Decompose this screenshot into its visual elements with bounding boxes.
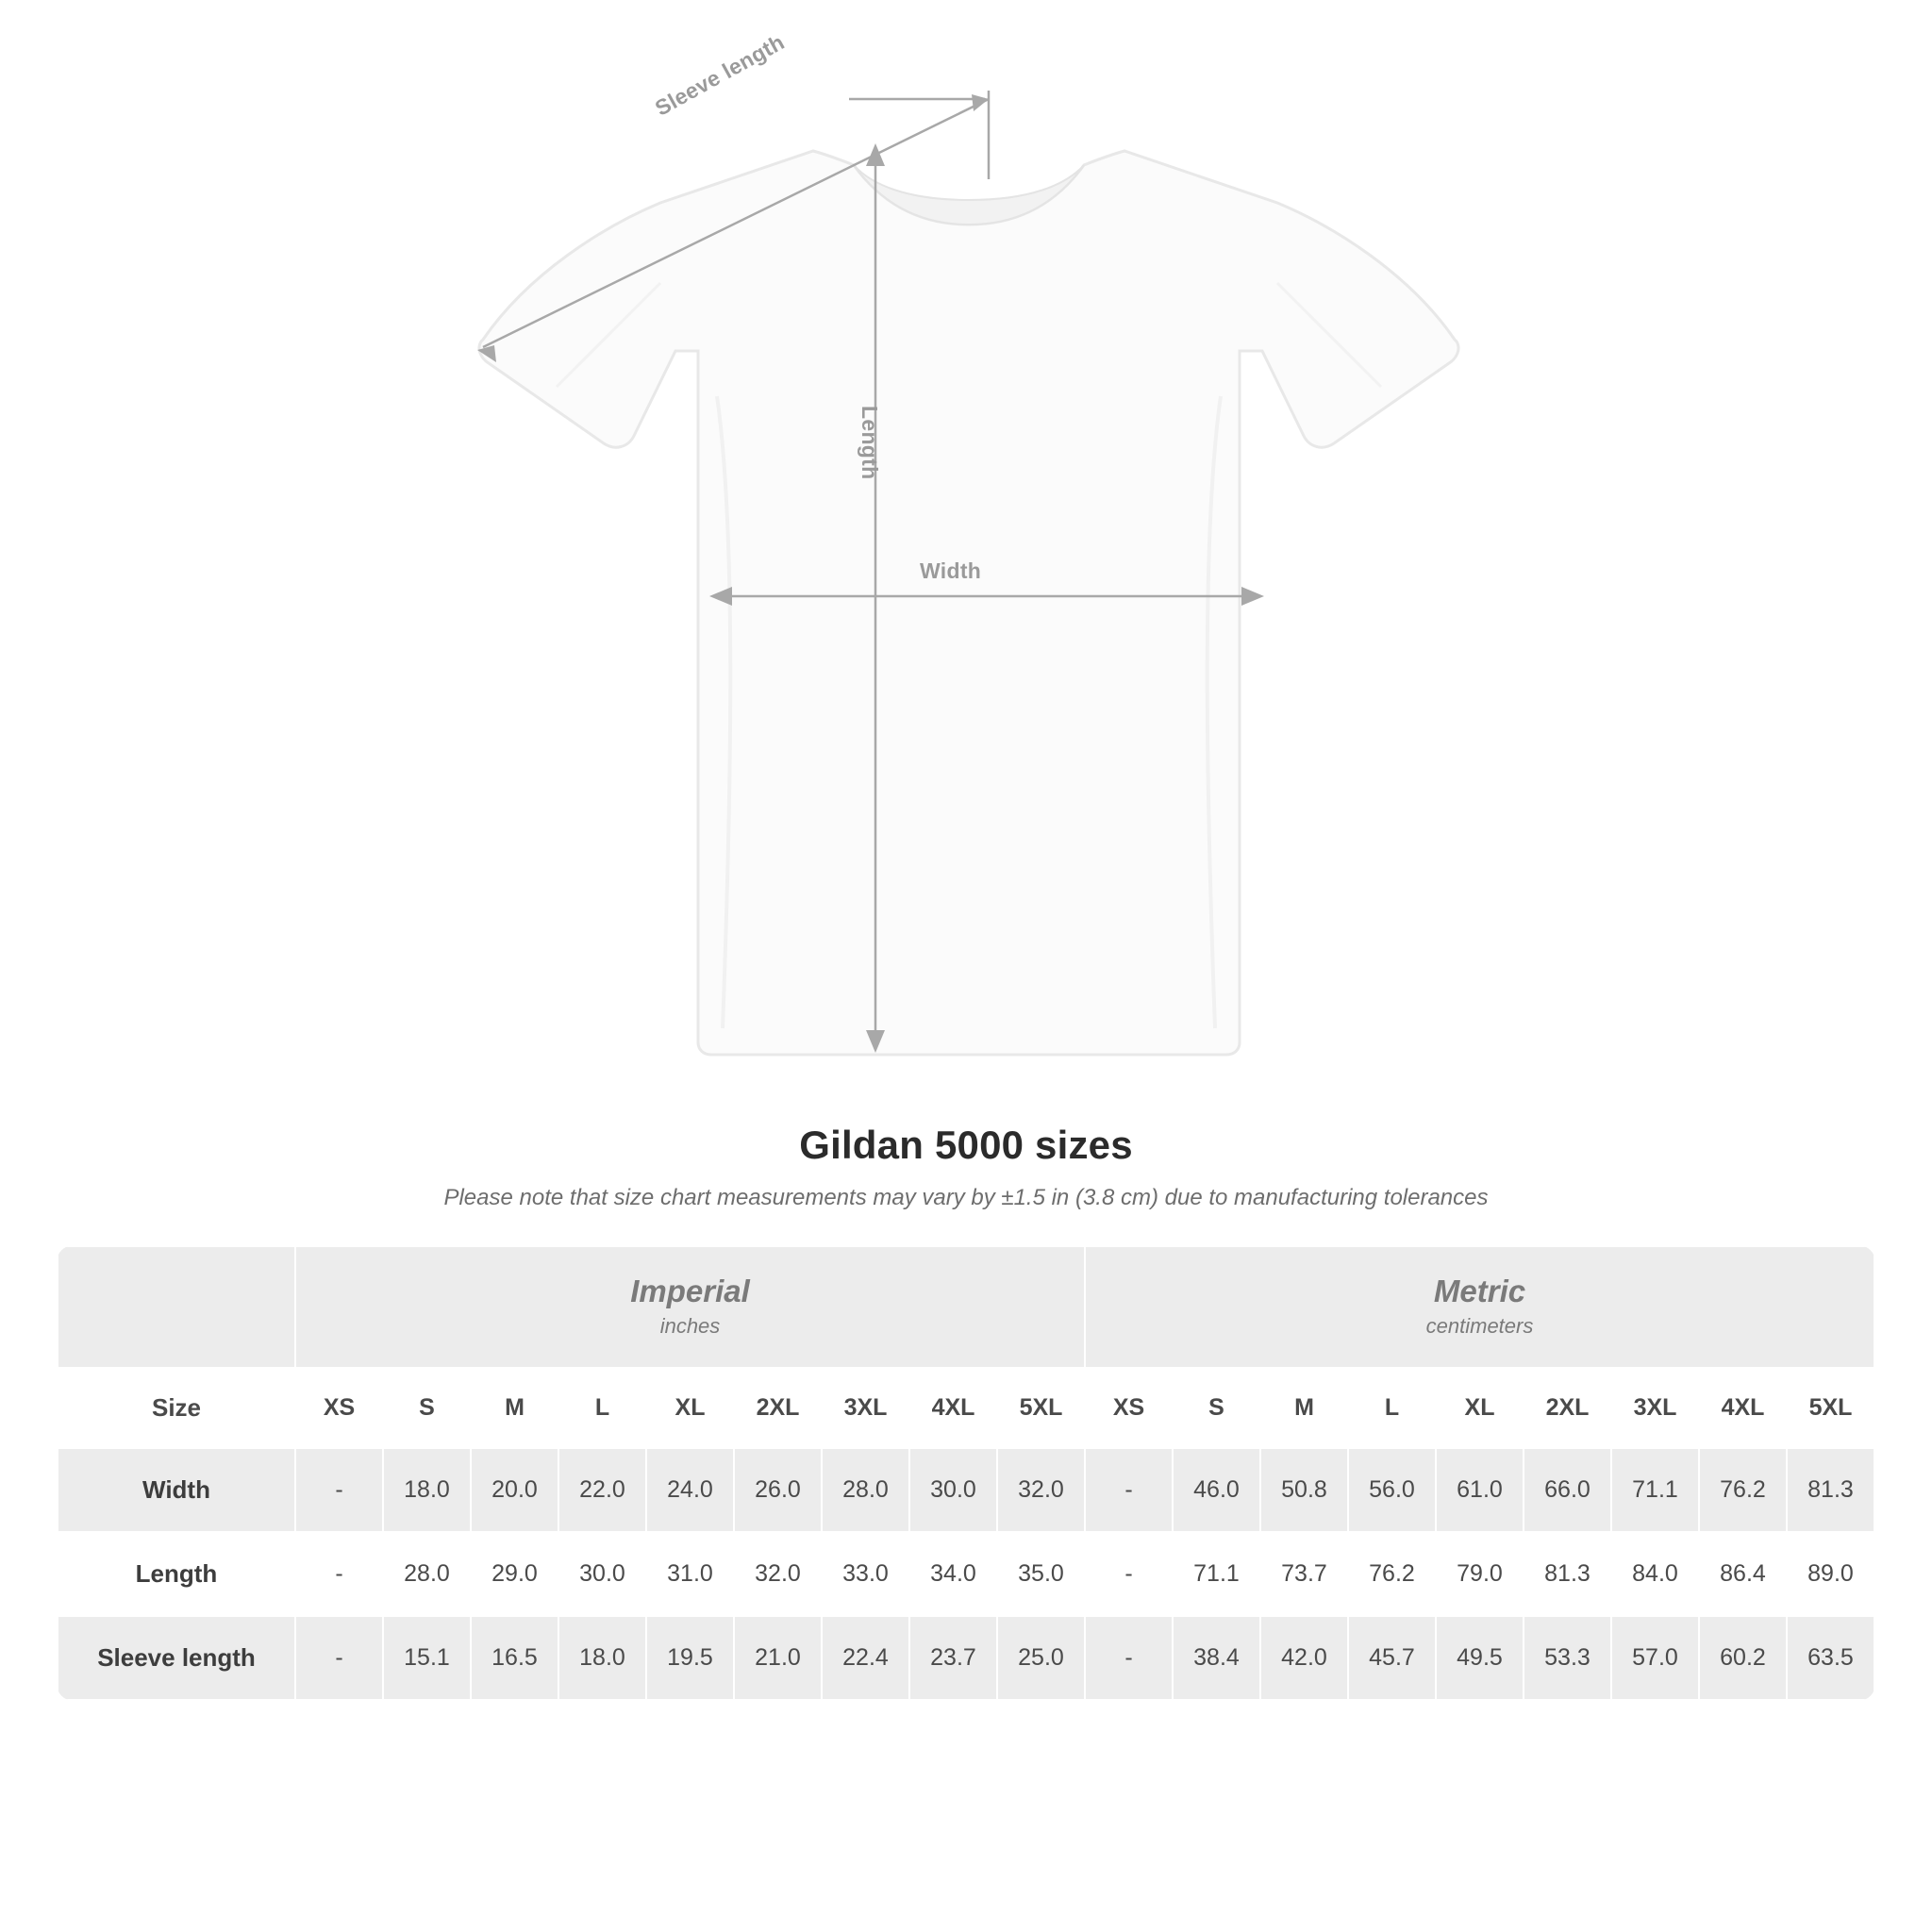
sleeve-length-label: Sleeve length bbox=[651, 29, 789, 121]
width-metric-2xl: 66.0 bbox=[1524, 1448, 1611, 1532]
length-imperial-2xl: 32.0 bbox=[734, 1532, 822, 1616]
size-header-row bbox=[58, 1368, 1874, 1448]
size-header-imperial-4xl: 4XL bbox=[909, 1368, 997, 1448]
width-label: Width bbox=[920, 558, 982, 583]
size-header-imperial-3xl: 3XL bbox=[822, 1368, 909, 1448]
sleeve-metric-l: 45.7 bbox=[1348, 1616, 1436, 1700]
sleeve-metric-m: 42.0 bbox=[1260, 1616, 1348, 1700]
length-metric-5xl: 89.0 bbox=[1787, 1532, 1874, 1616]
size-header-metric-5xl: 5XL bbox=[1787, 1368, 1874, 1448]
sleeve-imperial-3xl: 22.4 bbox=[822, 1616, 909, 1700]
tolerance-note: Please note that size chart measurements may vary by ±1.5 in (3.8 cm) due to manufacturing tolerances bbox=[443, 1185, 1489, 1210]
width-metric-xl: 61.0 bbox=[1436, 1448, 1524, 1532]
band-imperial-title: Imperial bbox=[630, 1274, 750, 1308]
band-metric bbox=[1085, 1246, 1874, 1368]
width-metric-xs: - bbox=[1085, 1448, 1173, 1532]
length-metric-m: 73.7 bbox=[1260, 1532, 1348, 1616]
size-header-imperial-2xl: 2XL bbox=[734, 1368, 822, 1448]
size-header-label: Size bbox=[58, 1368, 295, 1448]
width-imperial-2xl: 26.0 bbox=[734, 1448, 822, 1532]
length-imperial-l: 30.0 bbox=[558, 1532, 646, 1616]
size-header-metric-2xl: 2XL bbox=[1524, 1368, 1611, 1448]
band-imperial-sub: inches bbox=[659, 1314, 721, 1339]
length-imperial-m: 29.0 bbox=[471, 1532, 558, 1616]
table-row-sleeve-length bbox=[58, 1616, 1874, 1700]
sleeve-metric-s: 38.4 bbox=[1173, 1616, 1260, 1700]
size-header-imperial-xs: XS bbox=[295, 1368, 383, 1448]
tshirt-graphic bbox=[479, 151, 1458, 1055]
row-label-sleeve-length: Sleeve length bbox=[58, 1616, 295, 1700]
size-header-imperial-m: M bbox=[471, 1368, 558, 1448]
length-label: Length bbox=[858, 406, 882, 480]
width-imperial-xs: - bbox=[295, 1448, 383, 1532]
length-metric-3xl: 84.0 bbox=[1611, 1532, 1699, 1616]
length-imperial-s: 28.0 bbox=[383, 1532, 471, 1616]
heading-block bbox=[0, 1123, 1932, 1211]
row-label-width: Width bbox=[58, 1448, 295, 1532]
size-table-wrapper bbox=[57, 1245, 1875, 1701]
sleeve-metric-5xl: 63.5 bbox=[1787, 1616, 1874, 1700]
length-metric-2xl: 81.3 bbox=[1524, 1532, 1611, 1616]
width-imperial-3xl: 28.0 bbox=[822, 1448, 909, 1532]
sleeve-metric-4xl: 60.2 bbox=[1699, 1616, 1787, 1700]
length-imperial-4xl: 34.0 bbox=[909, 1532, 997, 1616]
sleeve-imperial-xl: 19.5 bbox=[646, 1616, 734, 1700]
sleeve-metric-xl: 49.5 bbox=[1436, 1616, 1524, 1700]
size-header-imperial-s: S bbox=[383, 1368, 471, 1448]
width-imperial-5xl: 32.0 bbox=[997, 1448, 1085, 1532]
sleeve-imperial-l: 18.0 bbox=[558, 1616, 646, 1700]
size-header-metric-l: L bbox=[1348, 1368, 1436, 1448]
band-metric-sub: centimeters bbox=[1425, 1314, 1534, 1339]
length-metric-s: 71.1 bbox=[1173, 1532, 1260, 1616]
width-metric-3xl: 71.1 bbox=[1611, 1448, 1699, 1532]
width-metric-4xl: 76.2 bbox=[1699, 1448, 1787, 1532]
size-header-metric-s: S bbox=[1173, 1368, 1260, 1448]
length-metric-l: 76.2 bbox=[1348, 1532, 1436, 1616]
length-imperial-5xl: 35.0 bbox=[997, 1532, 1085, 1616]
length-metric-xs: - bbox=[1085, 1532, 1173, 1616]
table-row-width bbox=[58, 1448, 1874, 1532]
table-row-length bbox=[58, 1532, 1874, 1616]
band-blank-cell bbox=[58, 1246, 295, 1368]
width-imperial-m: 20.0 bbox=[471, 1448, 558, 1532]
width-metric-m: 50.8 bbox=[1260, 1448, 1348, 1532]
sleeve-metric-3xl: 57.0 bbox=[1611, 1616, 1699, 1700]
row-label-length: Length bbox=[58, 1532, 295, 1616]
band-metric-title: Metric bbox=[1433, 1274, 1526, 1308]
width-imperial-xl: 24.0 bbox=[646, 1448, 734, 1532]
length-imperial-xl: 31.0 bbox=[646, 1532, 734, 1616]
sleeve-imperial-s: 15.1 bbox=[383, 1616, 471, 1700]
sleeve-imperial-xs: - bbox=[295, 1616, 383, 1700]
sleeve-metric-2xl: 53.3 bbox=[1524, 1616, 1611, 1700]
length-metric-4xl: 86.4 bbox=[1699, 1532, 1787, 1616]
length-imperial-3xl: 33.0 bbox=[822, 1532, 909, 1616]
page-title: Gildan 5000 sizes bbox=[799, 1123, 1133, 1167]
sleeve-imperial-5xl: 25.0 bbox=[997, 1616, 1085, 1700]
length-metric-xl: 79.0 bbox=[1436, 1532, 1524, 1616]
width-imperial-s: 18.0 bbox=[383, 1448, 471, 1532]
sleeve-imperial-m: 16.5 bbox=[471, 1616, 558, 1700]
size-header-metric-xs: XS bbox=[1085, 1368, 1173, 1448]
size-header-metric-xl: XL bbox=[1436, 1368, 1524, 1448]
size-table bbox=[57, 1245, 1875, 1701]
width-metric-5xl: 81.3 bbox=[1787, 1448, 1874, 1532]
sleeve-imperial-2xl: 21.0 bbox=[734, 1616, 822, 1700]
size-header-metric-4xl: 4XL bbox=[1699, 1368, 1787, 1448]
size-header-metric-m: M bbox=[1260, 1368, 1348, 1448]
width-imperial-4xl: 30.0 bbox=[909, 1448, 997, 1532]
sleeve-imperial-4xl: 23.7 bbox=[909, 1616, 997, 1700]
width-imperial-l: 22.0 bbox=[558, 1448, 646, 1532]
unit-band-row bbox=[58, 1246, 1874, 1368]
width-metric-s: 46.0 bbox=[1173, 1448, 1260, 1532]
sleeve-metric-xs: - bbox=[1085, 1616, 1173, 1700]
length-imperial-xs: - bbox=[295, 1532, 383, 1616]
band-imperial bbox=[295, 1246, 1085, 1368]
size-header-imperial-xl: XL bbox=[646, 1368, 734, 1448]
width-metric-l: 56.0 bbox=[1348, 1448, 1436, 1532]
size-header-imperial-5xl: 5XL bbox=[997, 1368, 1085, 1448]
size-header-metric-3xl: 3XL bbox=[1611, 1368, 1699, 1448]
size-header-imperial-l: L bbox=[558, 1368, 646, 1448]
